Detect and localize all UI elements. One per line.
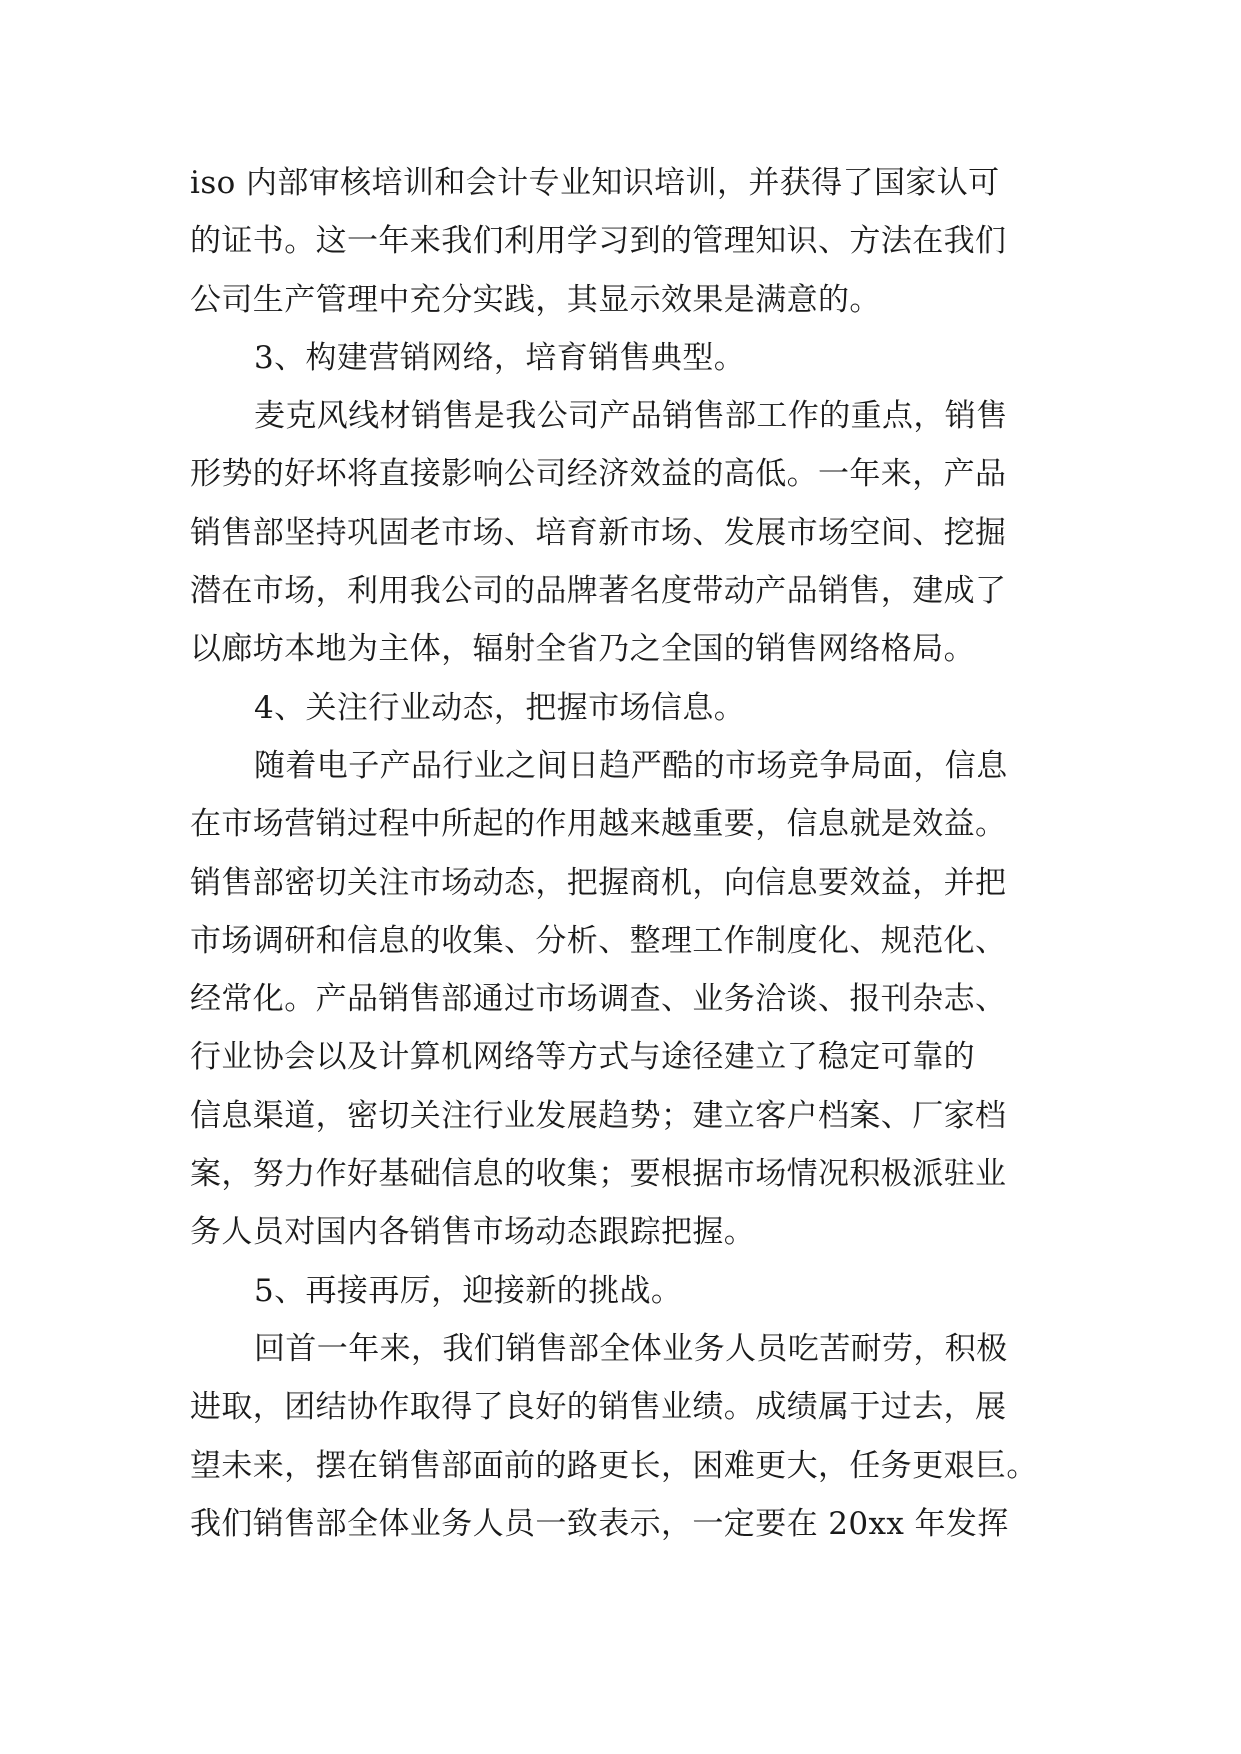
text-line: 的证书。这一年来我们利用学习到的管理知识、方法在我们 [190,223,1007,260]
text-line: 经常化。产品销售部通过市场调查、业务洽谈、报刊杂志、 [190,981,1007,1018]
text-line: 行业协会以及计算机网络等方式与途径建立了稳定可靠的 [190,1039,975,1076]
text-line: 潜在市场，利用我公司的品牌著名度带动产品销售，建成了 [190,573,1007,610]
text-line: 案，努力作好基础信息的收集；要根据市场情况积极派驻业 [190,1156,1007,1193]
text-line: 回首一年来，我们销售部全体业务人员吃苦耐劳，积极 [254,1330,1008,1367]
text-line: 市场调研和信息的收集、分析、整理工作制度化、规范化、 [190,922,1007,959]
text-line: 以廊坊本地为主体，辐射全省乃之全国的销售网络格局。 [190,631,975,668]
text-line: 销售部坚持巩固老市场、培育新市场、发展市场空间、挖掘 [190,514,1007,551]
text-line: 务人员对国内各销售市场动态跟踪把握。 [190,1214,756,1251]
text-line: iso 内部审核培训和会计专业知识培训，并获得了国家认可 [190,165,1000,201]
text-line: 我们销售部全体业务人员一致表示，一定要在 20xx 年发挥 [190,1505,1009,1542]
text-line: 在市场营销过程中所起的作用越来越重要，信息就是效益。 [190,806,1007,843]
text-line: 进取，团结协作取得了良好的销售业绩。成绩属于过去，展 [190,1389,1007,1426]
text-line: 随着电子产品行业之间日趋严酷的市场竞争局面，信息 [254,747,1008,784]
text-line: 形势的好坏将直接影响公司经济效益的高低。一年来，产品 [190,456,1007,493]
text-line: 4、关注行业动态，把握市场信息。 [254,689,746,726]
text-line: 望未来，摆在销售部面前的路更长，困难更大，任务更艰巨。 [190,1447,1038,1484]
text-line: 5、再接再厉，迎接新的挑战。 [254,1272,683,1309]
text-line: 3、构建营销网络，培育销售典型。 [254,339,746,376]
document-body [190,154,1050,1553]
text-line: 信息渠道，密切关注行业发展趋势；建立客户档案、厂家档 [190,1097,1007,1134]
text-line: 销售部密切关注市场动态，把握商机，向信息要效益，并把 [190,864,1007,901]
text-line: 麦克风线材销售是我公司产品销售部工作的重点，销售 [254,398,1008,435]
text-line: 公司生产管理中充分实践，其显示效果是满意的。 [190,281,881,318]
